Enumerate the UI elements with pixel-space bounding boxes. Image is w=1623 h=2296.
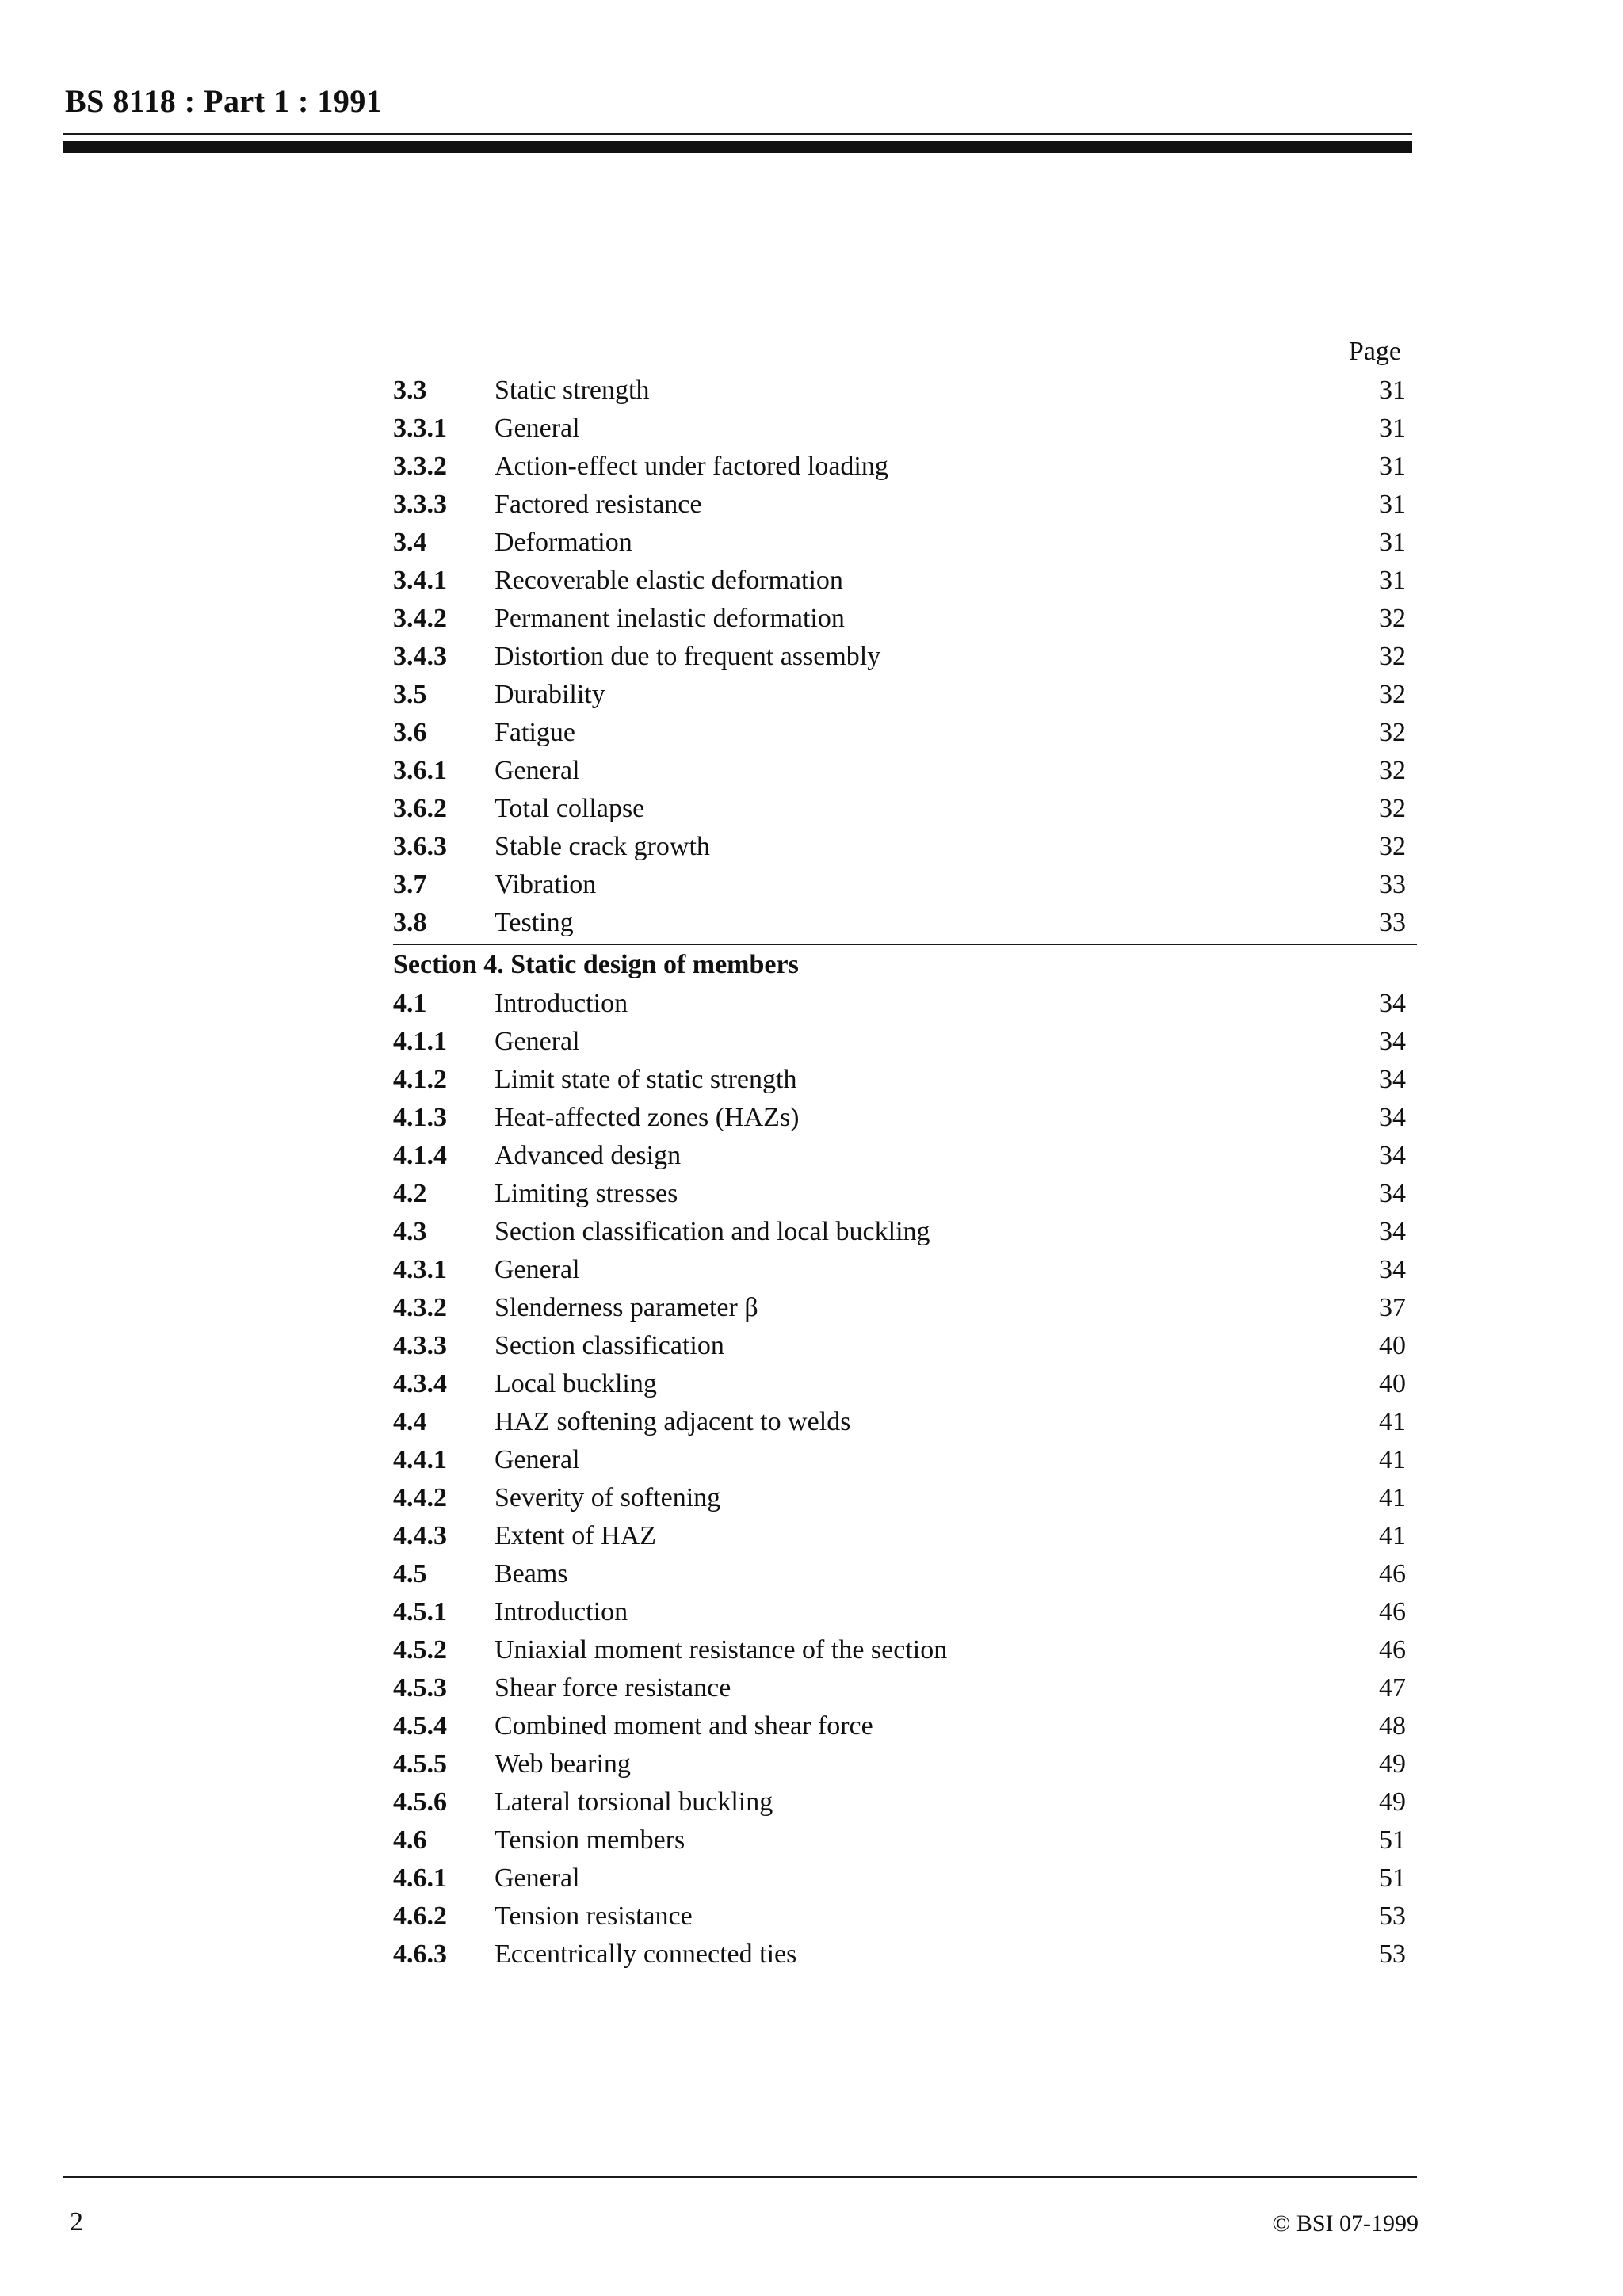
toc-row xyxy=(393,448,1417,486)
toc-entry-page: 31 xyxy=(1379,452,1406,481)
toc-entry-number: 3.6.1 xyxy=(393,756,447,785)
toc-entry-page: 40 xyxy=(1379,1331,1406,1360)
toc-entry-number: 4.3.4 xyxy=(393,1369,447,1398)
toc-entry-number: 3.3.3 xyxy=(393,490,447,519)
toc-entry-number: 4.1 xyxy=(393,989,427,1018)
toc-entry-title: Deformation xyxy=(495,528,632,557)
toc-entry-page: 46 xyxy=(1379,1597,1406,1627)
toc-entry-title: Static strength xyxy=(495,376,650,405)
toc-entry-title: Action-effect under factored loading xyxy=(495,452,888,481)
toc-entry-page: 31 xyxy=(1379,414,1406,443)
toc-entry-page: 33 xyxy=(1379,870,1406,899)
toc-entry-title: Introduction xyxy=(495,1597,628,1627)
toc-entry-title: General xyxy=(495,1255,580,1284)
toc-row xyxy=(393,1441,1417,1479)
toc-row xyxy=(393,1936,1417,1974)
toc-entry-number: 3.4.3 xyxy=(393,642,447,671)
toc-row xyxy=(393,1175,1417,1213)
toc-entry-title: Fatigue xyxy=(495,718,575,747)
section-4-heading: Section 4. Static design of members xyxy=(393,944,1417,985)
header-rule-thick xyxy=(63,141,1412,153)
header-rule-thin xyxy=(63,133,1412,135)
toc-entry-title: HAZ softening adjacent to welds xyxy=(495,1407,851,1436)
toc-row xyxy=(393,562,1417,600)
toc-group-section-4 xyxy=(393,985,1417,1974)
toc-entry-page: 33 xyxy=(1379,908,1406,937)
toc-row xyxy=(393,714,1417,752)
toc-entry-number: 4.1.3 xyxy=(393,1103,447,1132)
toc-entry-title: Limit state of static strength xyxy=(495,1065,797,1094)
toc-entry-number: 4.6.1 xyxy=(393,1863,447,1893)
toc-row xyxy=(393,985,1417,1023)
toc-entry-number: 3.4 xyxy=(393,528,427,557)
toc-row xyxy=(393,904,1417,942)
toc-entry-page: 32 xyxy=(1379,718,1406,747)
page-column-header xyxy=(393,334,1417,372)
toc-entry-page: 51 xyxy=(1379,1863,1406,1893)
toc-entry-number: 4.1.1 xyxy=(393,1027,447,1056)
toc-entry-number: 4.3.3 xyxy=(393,1331,447,1360)
toc-entry-page: 46 xyxy=(1379,1559,1406,1589)
toc-entry-number: 3.6.2 xyxy=(393,794,447,823)
toc-entry-page: 53 xyxy=(1379,1939,1406,1969)
toc-entry-number: 3.8 xyxy=(393,908,427,937)
toc-entry-title: General xyxy=(495,756,580,785)
toc-entry-title: General xyxy=(495,1445,580,1474)
toc-entry-number: 4.5.2 xyxy=(393,1635,447,1665)
table-of-contents xyxy=(393,334,1417,1974)
toc-entry-title: Recoverable elastic deformation xyxy=(495,566,843,595)
toc-entry-number: 3.4.2 xyxy=(393,604,447,633)
toc-row xyxy=(393,1479,1417,1517)
toc-entry-page: 41 xyxy=(1379,1445,1406,1474)
toc-entry-number: 4.5 xyxy=(393,1559,427,1589)
toc-row xyxy=(393,828,1417,866)
toc-row xyxy=(393,1821,1417,1859)
toc-entry-page: 34 xyxy=(1379,1141,1406,1170)
toc-entry-page: 31 xyxy=(1379,566,1406,595)
toc-entry-page: 34 xyxy=(1379,1217,1406,1246)
toc-entry-page: 48 xyxy=(1379,1711,1406,1741)
toc-row xyxy=(393,1365,1417,1403)
toc-entry-number: 3.4.1 xyxy=(393,566,447,595)
toc-entry-title: Eccentrically connected ties xyxy=(495,1939,797,1969)
toc-entry-number: 4.3.2 xyxy=(393,1293,447,1322)
footer-page-number: 2 xyxy=(70,2207,83,2237)
toc-row xyxy=(393,790,1417,828)
toc-row xyxy=(393,1213,1417,1251)
toc-group-section-3 xyxy=(393,372,1417,942)
toc-entry-number: 3.7 xyxy=(393,870,427,899)
toc-entry-title: Slenderness parameter β xyxy=(495,1293,758,1322)
toc-entry-title: Uniaxial moment resistance of the section xyxy=(495,1635,948,1665)
toc-row xyxy=(393,486,1417,524)
toc-entry-title: General xyxy=(495,1027,580,1056)
footer-rule xyxy=(63,2176,1417,2178)
toc-entry-number: 4.6 xyxy=(393,1825,427,1855)
toc-entry-page: 32 xyxy=(1379,680,1406,709)
toc-entry-page: 34 xyxy=(1379,1103,1406,1132)
toc-entry-title: Durability xyxy=(495,680,605,709)
toc-entry-page: 34 xyxy=(1379,1065,1406,1094)
toc-entry-page: 41 xyxy=(1379,1483,1406,1512)
toc-entry-number: 4.3.1 xyxy=(393,1255,447,1284)
toc-entry-number: 3.6 xyxy=(393,718,427,747)
toc-entry-title: Tension resistance xyxy=(495,1901,693,1931)
toc-entry-number: 4.4.2 xyxy=(393,1483,447,1512)
toc-entry-number: 4.4.3 xyxy=(393,1521,447,1550)
toc-entry-number: 4.4.1 xyxy=(393,1445,447,1474)
toc-entry-title: Vibration xyxy=(495,870,597,899)
toc-entry-number: 3.3 xyxy=(393,376,427,405)
toc-entry-number: 4.5.3 xyxy=(393,1673,447,1703)
toc-row xyxy=(393,676,1417,714)
toc-entry-title: Limiting stresses xyxy=(495,1179,678,1208)
toc-row xyxy=(393,600,1417,638)
toc-entry-title: Tension members xyxy=(495,1825,685,1855)
toc-entry-number: 4.5.5 xyxy=(393,1749,447,1779)
toc-entry-number: 4.1.2 xyxy=(393,1065,447,1094)
toc-entry-page: 32 xyxy=(1379,832,1406,861)
toc-entry-number: 4.2 xyxy=(393,1179,427,1208)
toc-entry-page: 47 xyxy=(1379,1673,1406,1703)
toc-row xyxy=(393,1251,1417,1289)
toc-entry-page: 49 xyxy=(1379,1787,1406,1817)
toc-entry-page: 32 xyxy=(1379,604,1406,633)
page-column-label: Page xyxy=(1348,337,1401,366)
toc-entry-title: Beams xyxy=(495,1559,568,1589)
toc-row xyxy=(393,1669,1417,1707)
toc-entry-number: 3.3.2 xyxy=(393,452,447,481)
toc-entry-page: 34 xyxy=(1379,989,1406,1018)
toc-row xyxy=(393,1631,1417,1669)
toc-entry-title: Distortion due to frequent assembly xyxy=(495,642,881,671)
toc-row xyxy=(393,1099,1417,1137)
toc-entry-number: 4.5.1 xyxy=(393,1597,447,1627)
toc-entry-page: 37 xyxy=(1379,1293,1406,1322)
toc-entry-page: 32 xyxy=(1379,642,1406,671)
toc-entry-title: Introduction xyxy=(495,989,628,1018)
toc-row xyxy=(393,1593,1417,1631)
toc-entry-number: 4.5.4 xyxy=(393,1711,447,1741)
footer-copyright: © BSI 07-1999 xyxy=(1272,2210,1419,2237)
toc-entry-number: 4.1.4 xyxy=(393,1141,447,1170)
toc-row xyxy=(393,1859,1417,1897)
toc-entry-number: 4.3 xyxy=(393,1217,427,1246)
toc-entry-page: 41 xyxy=(1379,1521,1406,1550)
toc-entry-title: Lateral torsional buckling xyxy=(495,1787,773,1817)
toc-row xyxy=(393,1023,1417,1061)
toc-entry-page: 40 xyxy=(1379,1369,1406,1398)
toc-row xyxy=(393,1327,1417,1365)
toc-row xyxy=(393,372,1417,410)
toc-row xyxy=(393,1707,1417,1745)
toc-entry-number: 3.6.3 xyxy=(393,832,447,861)
toc-row xyxy=(393,1897,1417,1936)
toc-entry-page: 31 xyxy=(1379,376,1406,405)
toc-entry-title: Web bearing xyxy=(495,1749,631,1779)
toc-row xyxy=(393,1403,1417,1441)
toc-entry-title: Extent of HAZ xyxy=(495,1521,656,1550)
toc-entry-number: 3.3.1 xyxy=(393,414,447,443)
toc-entry-page: 53 xyxy=(1379,1901,1406,1931)
toc-entry-title: Severity of softening xyxy=(495,1483,721,1512)
toc-entry-title: Total collapse xyxy=(495,794,645,823)
toc-entry-title: Testing xyxy=(495,908,574,937)
toc-entry-title: Stable crack growth xyxy=(495,832,710,861)
toc-row xyxy=(393,1555,1417,1593)
toc-entry-page: 46 xyxy=(1379,1635,1406,1665)
toc-row xyxy=(393,524,1417,562)
toc-entry-number: 3.5 xyxy=(393,680,427,709)
toc-entry-title: Advanced design xyxy=(495,1141,682,1170)
toc-row xyxy=(393,410,1417,448)
toc-entry-title: Permanent inelastic deformation xyxy=(495,604,845,633)
toc-entry-title: Shear force resistance xyxy=(495,1673,731,1703)
toc-row xyxy=(393,1289,1417,1327)
toc-entry-number: 4.6.3 xyxy=(393,1939,447,1969)
toc-entry-title: Combined moment and shear force xyxy=(495,1711,873,1741)
toc-entry-number: 4.6.2 xyxy=(393,1901,447,1931)
toc-entry-page: 31 xyxy=(1379,490,1406,519)
toc-row xyxy=(393,1745,1417,1783)
toc-entry-page: 51 xyxy=(1379,1825,1406,1855)
toc-entry-title: Factored resistance xyxy=(495,490,702,519)
toc-entry-title: Local buckling xyxy=(495,1369,657,1398)
toc-row xyxy=(393,638,1417,676)
document-header-title: BS 8118 : Part 1 : 1991 xyxy=(65,83,383,119)
toc-row xyxy=(393,1137,1417,1175)
toc-entry-page: 32 xyxy=(1379,756,1406,785)
toc-entry-number: 4.5.6 xyxy=(393,1787,447,1817)
toc-entry-page: 34 xyxy=(1379,1255,1406,1284)
toc-entry-number: 4.4 xyxy=(393,1407,427,1436)
toc-entry-page: 49 xyxy=(1379,1749,1406,1779)
toc-entry-page: 31 xyxy=(1379,528,1406,557)
toc-row xyxy=(393,866,1417,904)
toc-row xyxy=(393,1783,1417,1821)
toc-entry-page: 32 xyxy=(1379,794,1406,823)
toc-entry-page: 34 xyxy=(1379,1027,1406,1056)
toc-entry-title: Section classification and local buckling xyxy=(495,1217,930,1246)
toc-entry-title: Section classification xyxy=(495,1331,724,1360)
toc-entry-title: General xyxy=(495,1863,580,1893)
toc-row xyxy=(393,1061,1417,1099)
toc-entry-page: 41 xyxy=(1379,1407,1406,1436)
toc-row xyxy=(393,752,1417,790)
toc-row xyxy=(393,1517,1417,1555)
toc-entry-title: Heat-affected zones (HAZs) xyxy=(495,1103,800,1132)
toc-entry-title: General xyxy=(495,414,580,443)
toc-entry-page: 34 xyxy=(1379,1179,1406,1208)
